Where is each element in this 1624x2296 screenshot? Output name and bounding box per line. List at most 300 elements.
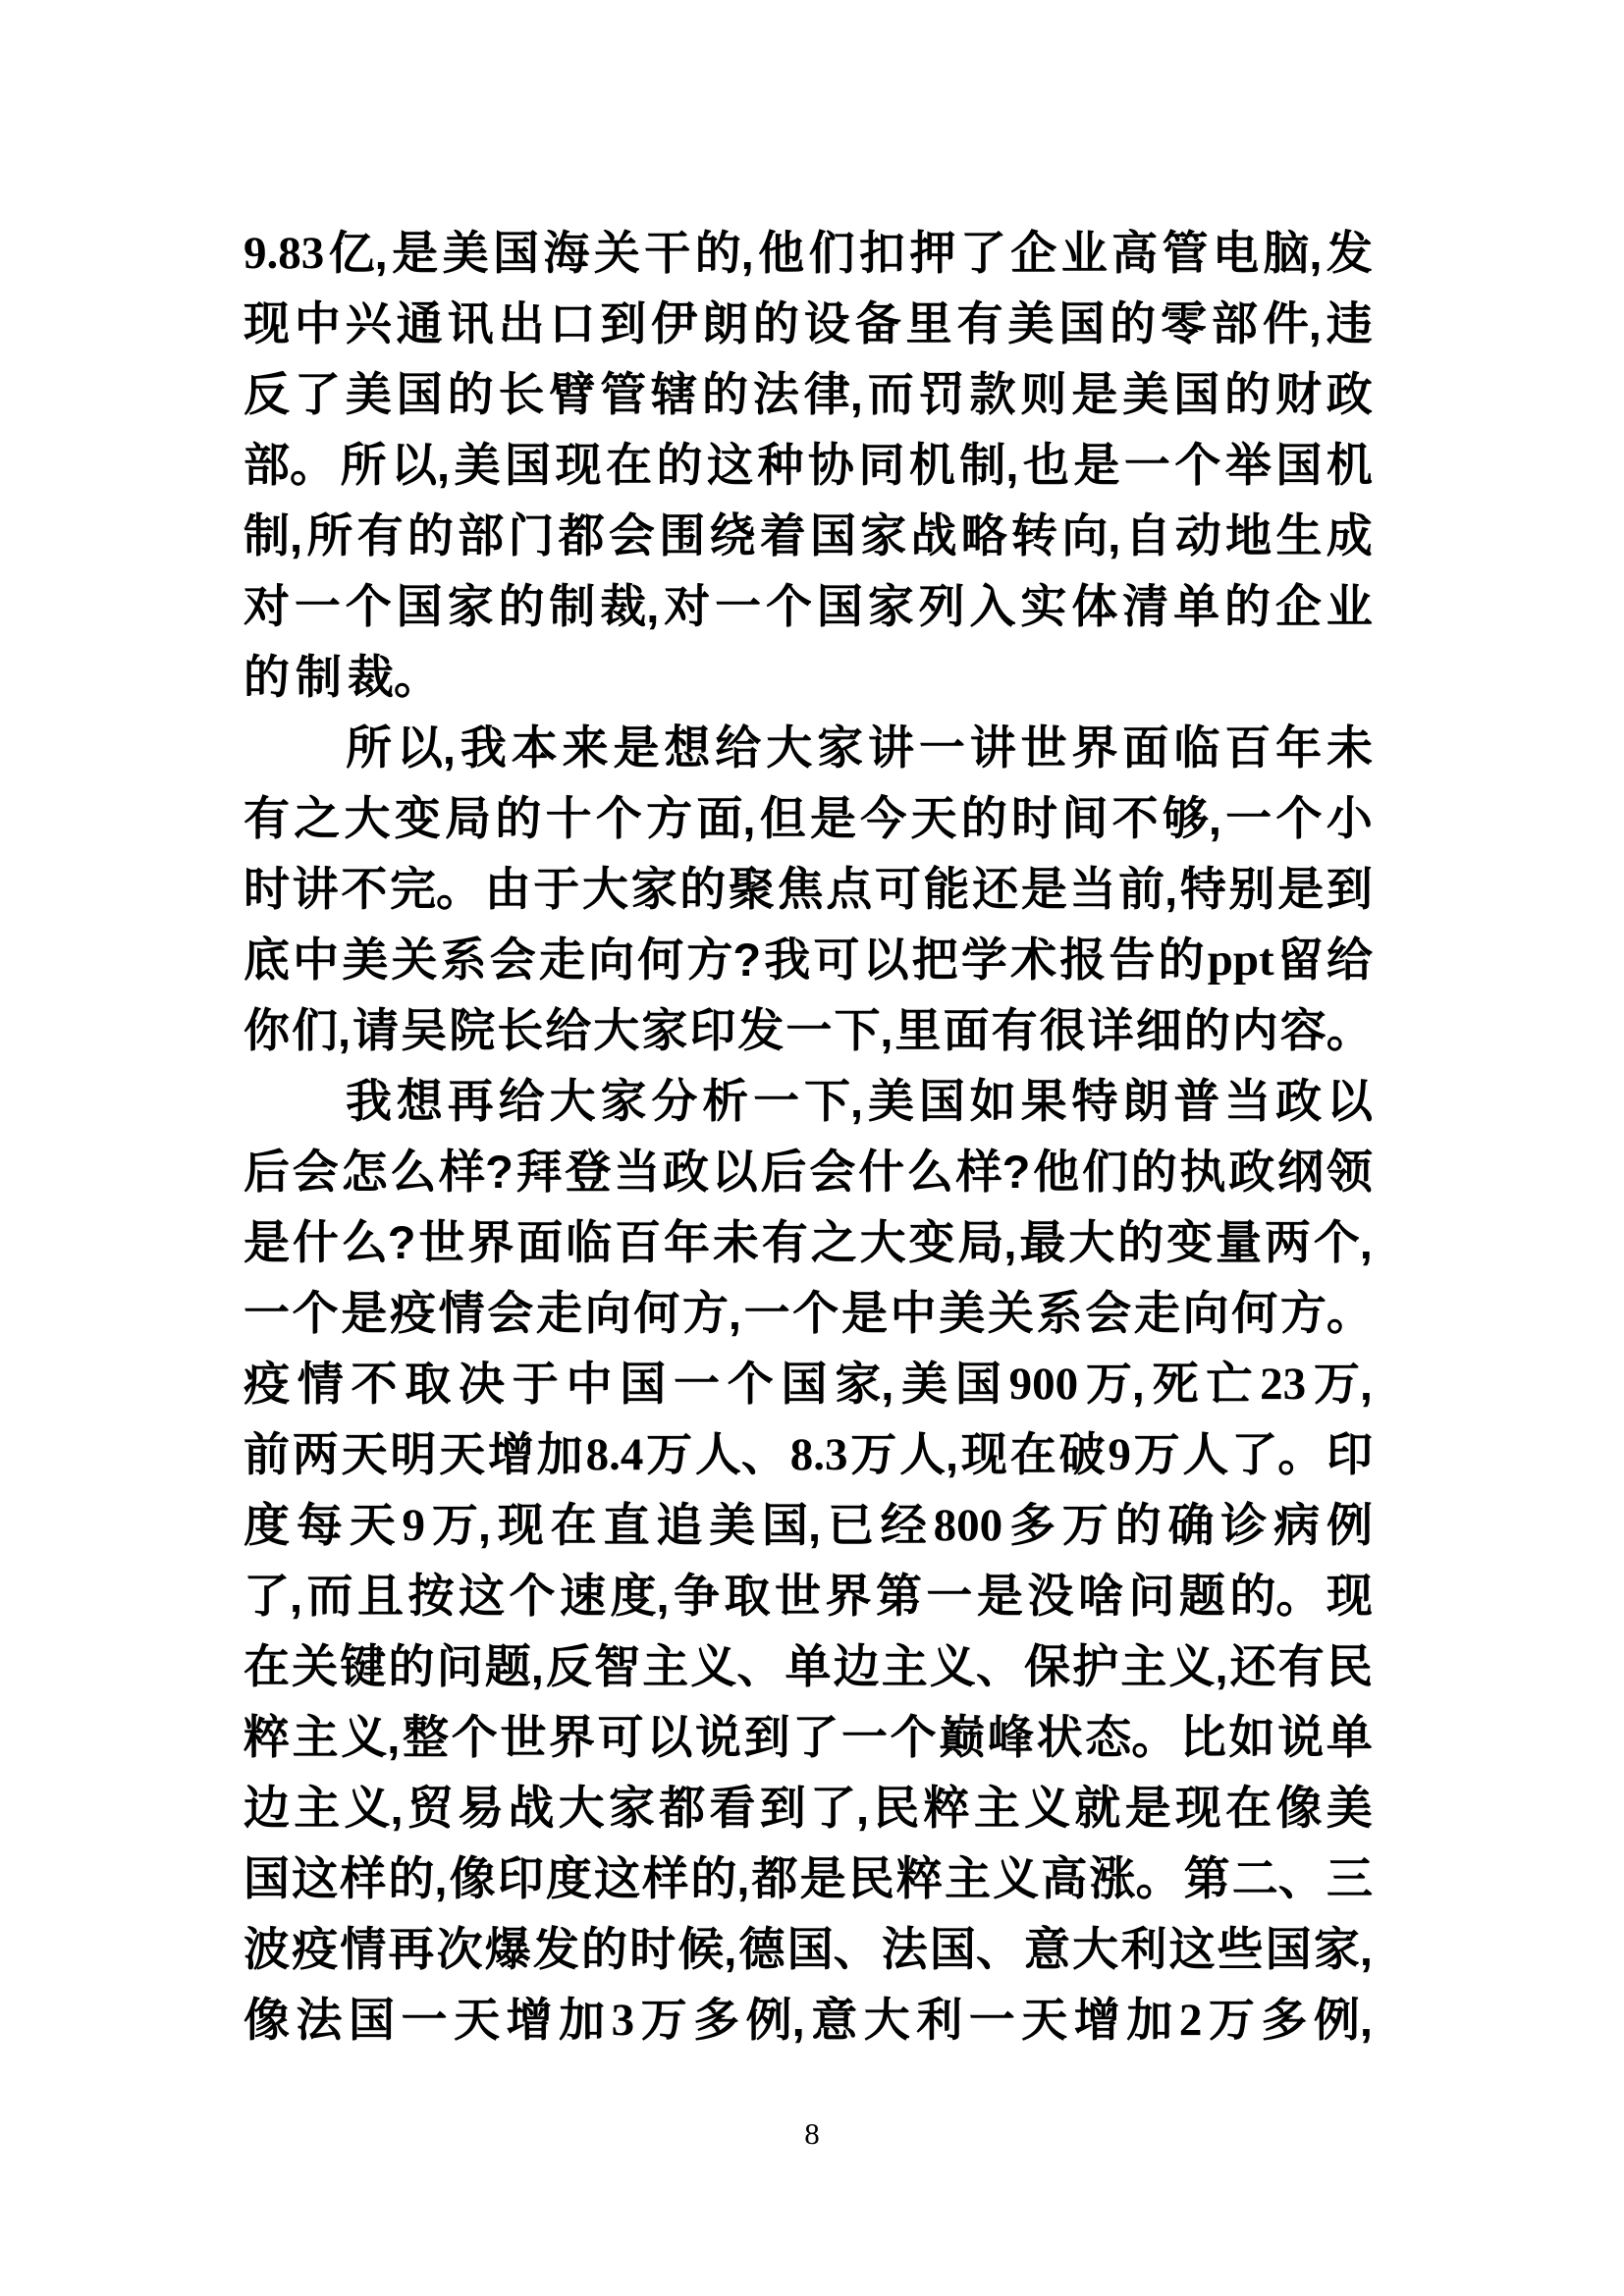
text-token: 的 <box>679 863 727 915</box>
text-token: 确 <box>1167 1499 1215 1551</box>
text-token: 义, <box>344 1782 404 1834</box>
text-token: 辖 <box>651 368 698 420</box>
text-token: 局 <box>445 792 492 844</box>
text-token: 增 <box>487 1428 534 1480</box>
text-token: 时 <box>1011 792 1058 844</box>
text-token: 零 <box>1161 297 1208 349</box>
text-token: 说 <box>694 1711 741 1763</box>
text-token: 大 <box>1068 1216 1115 1268</box>
text-token: 长 <box>497 1004 544 1056</box>
text-token: 是 <box>341 1287 388 1339</box>
text-token: 有 <box>761 1216 808 1268</box>
text-token: 现 <box>960 1428 1007 1480</box>
text-token: 兴 <box>345 297 392 349</box>
text-token: 加 <box>559 1994 606 2046</box>
text-token: 变 <box>394 792 441 844</box>
text-token: 万 <box>1208 1994 1255 2046</box>
text-token: 底 <box>244 934 290 986</box>
text-token: 特 <box>1071 1075 1118 1127</box>
text-line-11 <box>244 925 1373 995</box>
text-token: 清 <box>1122 580 1169 632</box>
text-token: 法 <box>296 1994 343 2046</box>
text-token: 备 <box>854 297 901 349</box>
text-token: 态。 <box>1085 1711 1178 1763</box>
text-token: 以 <box>1326 1075 1373 1127</box>
text-token: 于 <box>533 863 580 915</box>
text-token: 都 <box>751 1852 798 1904</box>
text-token: 个 <box>595 792 642 844</box>
text-token: 义, <box>1168 1640 1228 1692</box>
text-token: 怎 <box>341 1146 388 1198</box>
text-token: 第 <box>875 1570 922 1622</box>
text-token: 变 <box>908 1216 955 1268</box>
text-line-21 <box>244 1631 1373 1702</box>
text-token: 扣 <box>859 227 906 279</box>
text-token: 取 <box>405 1358 452 1410</box>
text-token: 的 <box>1110 297 1157 349</box>
text-token: 向 <box>1182 1287 1229 1339</box>
text-token: 最 <box>1019 1216 1066 1268</box>
text-token: 面, <box>696 792 756 844</box>
text-token: 部。 <box>244 439 336 491</box>
text-token: 度, <box>610 1570 670 1622</box>
text-token: 三 <box>1326 1852 1373 1904</box>
text-token: 国 <box>1275 439 1323 491</box>
text-token: 会 <box>292 1146 339 1198</box>
text-token: 想 <box>396 1075 443 1127</box>
text-line-13 <box>244 1066 1373 1137</box>
text-token: 能 <box>923 863 970 915</box>
text-token: 量 <box>1216 1216 1262 1268</box>
text-token: 个 <box>1174 439 1221 491</box>
text-token: 增 <box>506 1994 553 2046</box>
text-token: 追 <box>656 1499 703 1551</box>
text-token: 个 <box>765 580 812 632</box>
text-token: 问 <box>1128 1570 1175 1622</box>
text-token: 义、 <box>929 1640 1022 1692</box>
text-token: 意 <box>1024 1923 1071 1975</box>
text-token: 伊 <box>651 297 698 349</box>
text-token: 战 <box>508 1782 555 1834</box>
text-token: 所 <box>306 509 353 561</box>
text-token: 讯 <box>447 297 494 349</box>
text-token: 政 <box>1228 1146 1275 1198</box>
text-token: 保 <box>1024 1640 1071 1692</box>
text-token: 后 <box>244 1146 290 1198</box>
text-token: 大 <box>558 1782 605 1834</box>
text-token: ppt <box>1207 934 1274 986</box>
text-token: 情 <box>340 1923 387 1975</box>
text-token: 大 <box>581 863 628 915</box>
body-text <box>244 218 1373 2056</box>
text-token: 发 <box>737 1004 785 1056</box>
text-token: 例 <box>1326 1499 1373 1551</box>
text-token: 是 <box>840 1287 888 1339</box>
text-token: 了 <box>959 227 1006 279</box>
text-token: 执 <box>1179 1146 1226 1198</box>
text-token: 家, <box>1313 1923 1373 1975</box>
text-token: 转 <box>1011 509 1058 561</box>
text-line-3 <box>244 359 1373 430</box>
text-token: 国 <box>781 1358 828 1410</box>
text-token: 世 <box>774 1570 821 1622</box>
text-line-22 <box>244 1702 1373 1773</box>
text-token: 管 <box>600 368 647 420</box>
text-token: 生 <box>1275 509 1323 561</box>
text-token: 在 <box>244 1640 290 1692</box>
text-token: 义, <box>341 1711 401 1763</box>
text-token: 特 <box>1179 863 1226 915</box>
text-token: 走 <box>538 934 585 986</box>
text-token: 是 <box>1277 863 1325 915</box>
text-token: 这 <box>594 1852 641 1904</box>
text-token: 财 <box>1274 368 1322 420</box>
text-token: 在 <box>1225 1782 1272 1834</box>
text-token: 疫 <box>244 1358 290 1410</box>
text-token: 普 <box>1173 1075 1220 1127</box>
text-token: 的 <box>495 792 542 844</box>
text-token: 到 <box>759 1782 806 1834</box>
text-token: 面 <box>1122 721 1169 774</box>
text-token: 国 <box>396 580 443 632</box>
text-token: 业 <box>1326 580 1373 632</box>
text-line-10 <box>244 854 1373 925</box>
text-token: 单 <box>1326 1711 1373 1763</box>
text-token: 情 <box>297 1358 344 1410</box>
text-token: 万, <box>1085 1358 1145 1410</box>
text-token: 会 <box>608 509 655 561</box>
text-token: 完。 <box>389 863 482 915</box>
text-token: 一 <box>1225 792 1272 844</box>
text-token: 我 <box>346 1075 392 1127</box>
text-token: 举 <box>1224 439 1272 491</box>
text-token: 美 <box>709 1499 756 1551</box>
text-token: 多 <box>1008 1499 1056 1551</box>
text-token: 未 <box>1326 721 1373 774</box>
text-token: 析 <box>702 1075 749 1127</box>
text-token: 学 <box>960 934 1007 986</box>
text-token: 前, <box>1118 863 1178 915</box>
text-token: 同 <box>858 439 905 491</box>
text-token: 果 <box>1020 1075 1067 1127</box>
text-token: 大 <box>766 721 813 774</box>
text-token: 前 <box>244 1428 290 1480</box>
text-token: 而 <box>306 1570 353 1622</box>
text-token: 家 <box>447 580 494 632</box>
text-token: 想 <box>664 721 711 774</box>
text-line-26 <box>244 1985 1373 2056</box>
text-token: 家 <box>630 863 677 915</box>
text-token: 关 <box>593 227 640 279</box>
text-token: 有 <box>244 792 290 844</box>
text-token: 以 <box>711 1146 758 1198</box>
text-token: 大 <box>863 1994 910 2046</box>
text-token: 的 <box>702 368 749 420</box>
text-token: 领 <box>1326 1146 1373 1198</box>
text-line-5 <box>244 501 1373 571</box>
text-token: 的 <box>1158 934 1205 986</box>
text-token: 会 <box>489 934 536 986</box>
text-token: 的 <box>1114 1499 1162 1551</box>
text-token: 主 <box>1120 1640 1167 1692</box>
text-token: 而 <box>867 368 914 420</box>
text-token: 天 <box>1021 1994 1068 2046</box>
text-token: 德 <box>738 1923 785 1975</box>
text-token: 国 <box>1265 1923 1312 1975</box>
text-token: 吴 <box>401 1004 448 1056</box>
text-token: 出 <box>498 297 545 349</box>
text-token: 有 <box>991 1004 1038 1056</box>
text-token: 如 <box>969 1075 1016 1127</box>
text-line-12 <box>244 995 1373 1066</box>
text-token: 的 <box>1117 1216 1164 1268</box>
text-token: 9 <box>1108 1429 1131 1480</box>
text-token: 加 <box>1126 1994 1173 2046</box>
text-token: 且 <box>357 1570 405 1622</box>
text-token: 都 <box>659 1782 706 1834</box>
text-token: 两 <box>1264 1216 1311 1268</box>
text-token: 美 <box>1326 1782 1373 1834</box>
text-token: 印 <box>497 1852 544 1904</box>
text-token: 的 <box>244 651 290 703</box>
text-token: 什 <box>858 1146 905 1198</box>
text-token: 现 <box>497 1499 544 1551</box>
text-token: 政 <box>1326 368 1373 420</box>
text-token: 可 <box>813 934 860 986</box>
text-token: 还 <box>1229 1640 1276 1692</box>
text-token: 关 <box>987 1287 1034 1339</box>
text-token: 入 <box>969 580 1016 632</box>
text-token: 一 <box>918 721 965 774</box>
text-token: 协 <box>807 439 854 491</box>
text-token: 天 <box>349 1499 396 1551</box>
text-token: 给 <box>545 1004 592 1056</box>
text-token: 再 <box>388 1923 435 1975</box>
text-token: 到 <box>1326 863 1373 915</box>
text-token: 法 <box>752 368 799 420</box>
text-token: 利 <box>916 1994 963 2046</box>
text-line-16 <box>244 1278 1373 1349</box>
text-token: 列 <box>918 580 965 632</box>
text-token: 家 <box>817 721 864 774</box>
text-token: 时 <box>629 1923 677 1975</box>
text-token: 长 <box>498 368 545 420</box>
text-token: 术 <box>1010 934 1057 986</box>
text-token: 死 <box>1152 1358 1199 1410</box>
text-token: 护 <box>1072 1640 1119 1692</box>
text-token: 经 <box>880 1499 927 1551</box>
text-token: 界 <box>549 1711 595 1763</box>
text-token: 的, <box>694 227 754 279</box>
text-token: 像 <box>1275 1782 1323 1834</box>
text-token: 动 <box>1174 509 1221 561</box>
text-token: 也 <box>1022 439 1069 491</box>
text-token: 里 <box>894 1004 942 1056</box>
text-token: 家 <box>608 1782 655 1834</box>
text-token: 国 <box>244 1852 290 1904</box>
text-token: 峰 <box>987 1711 1034 1763</box>
text-token: 国 <box>620 1358 667 1410</box>
text-token: 万, <box>1313 1358 1373 1410</box>
text-token: 当 <box>1224 1075 1272 1127</box>
text-token: 违 <box>1326 297 1373 349</box>
text-token: 以, <box>390 439 451 491</box>
text-token: 内 <box>1231 1004 1278 1056</box>
text-token: 登 <box>565 1146 612 1198</box>
text-token: 后 <box>760 1146 807 1198</box>
text-token: 朗 <box>702 297 749 349</box>
text-token: 在 <box>550 1499 597 1551</box>
text-token: 于 <box>512 1358 559 1410</box>
text-token: 围 <box>659 509 706 561</box>
text-token: 制, <box>244 509 303 561</box>
text-token: 诊 <box>1220 1499 1268 1551</box>
text-token: 主 <box>294 1782 341 1834</box>
text-token: 的 <box>1223 580 1271 632</box>
text-token: 印 <box>689 1004 736 1056</box>
text-token: 利 <box>1120 1923 1167 1975</box>
text-token: 可 <box>874 863 921 915</box>
text-token: 意 <box>811 1994 858 2046</box>
text-token: 了 <box>792 1711 839 1763</box>
text-token: 局, <box>957 1216 1017 1268</box>
text-token: 些 <box>1217 1923 1264 1975</box>
text-token: 看 <box>709 1782 756 1834</box>
text-token: 们, <box>292 1004 352 1056</box>
text-token: 个 <box>509 1570 556 1622</box>
text-token: 拜 <box>515 1146 563 1198</box>
text-token: 发 <box>532 1923 579 1975</box>
text-token: 民 <box>1326 1640 1373 1692</box>
text-token: 电 <box>1212 227 1259 279</box>
text-line-14 <box>244 1137 1373 1207</box>
text-token: 系 <box>1036 1287 1083 1339</box>
text-token: 比 <box>1179 1711 1226 1763</box>
text-token: 人、 <box>694 1428 787 1480</box>
text-token: 破 <box>1058 1428 1106 1480</box>
text-token: 设 <box>803 297 850 349</box>
text-token: 的 <box>388 1640 435 1692</box>
text-token: 报 <box>1059 934 1107 986</box>
text-token: 向, <box>1061 509 1121 561</box>
text-token: 是 <box>809 792 856 844</box>
text-token: 容。 <box>1279 1004 1373 1056</box>
text-token: 到 <box>600 297 647 349</box>
text-token: 详 <box>1087 1004 1134 1056</box>
text-token: 系 <box>440 934 487 986</box>
text-token: 巅 <box>939 1711 986 1763</box>
text-token: 政 <box>1275 1075 1323 1127</box>
text-token: 这 <box>1168 1923 1216 1975</box>
text-token: 管 <box>1162 227 1209 279</box>
text-token: 贸 <box>406 1782 454 1834</box>
text-token: 的 <box>960 792 1007 844</box>
text-token: 大 <box>549 1075 596 1127</box>
text-token: 机 <box>1326 439 1373 491</box>
text-token: 制 <box>549 580 596 632</box>
text-token: 是 <box>244 1216 290 1268</box>
text-token: 万 <box>640 1994 687 2046</box>
text-token: 的, <box>690 1852 750 1904</box>
text-token: 个 <box>727 1358 774 1410</box>
text-token: 万 <box>646 1428 693 1480</box>
text-token: 的。 <box>1229 1570 1323 1622</box>
text-token: 样? <box>439 1146 514 1198</box>
text-token: 但 <box>759 792 806 844</box>
text-token: 临 <box>1173 721 1220 774</box>
text-token: 年 <box>663 1216 710 1268</box>
text-token: 今 <box>860 792 907 844</box>
text-token: 件, <box>1262 297 1322 349</box>
text-token: 是 <box>799 1852 846 1904</box>
text-token: 美 <box>454 439 501 491</box>
text-token: 天 <box>439 1428 486 1480</box>
text-token: 略 <box>960 509 1007 561</box>
text-token: 朗 <box>1122 1075 1169 1127</box>
text-token: 会 <box>1085 1287 1132 1339</box>
text-token: 中 <box>890 1287 937 1339</box>
text-token: 个 <box>292 1287 339 1339</box>
text-token: 多 <box>693 1994 740 2046</box>
text-token: 义 <box>1024 1782 1071 1834</box>
text-token: 有 <box>356 509 404 561</box>
text-token: 二、 <box>1231 1852 1325 1904</box>
text-token: 的 <box>447 368 494 420</box>
text-token: 以, <box>396 721 456 774</box>
text-token: 每 <box>296 1499 343 1551</box>
text-token: 啥 <box>1077 1570 1124 1622</box>
text-token: 的 <box>752 297 799 349</box>
text-token: 是 <box>976 1570 1023 1622</box>
text-token: 所 <box>346 721 392 774</box>
text-token: 押 <box>909 227 956 279</box>
text-token: 题, <box>484 1640 544 1692</box>
text-token: 以 <box>862 934 909 986</box>
text-token: 天 <box>341 1428 388 1480</box>
text-token: 所 <box>340 439 387 491</box>
text-token: 一 <box>785 1004 833 1056</box>
text-token: 我 <box>460 721 507 774</box>
text-token: 这 <box>459 1570 505 1622</box>
text-token: 国 <box>809 509 856 561</box>
text-token: 病 <box>1273 1499 1321 1551</box>
text-token: 美 <box>939 1287 986 1339</box>
text-token: 粹 <box>895 1852 943 1904</box>
text-token: 个 <box>792 1287 839 1339</box>
text-line-24 <box>244 1843 1373 1914</box>
text-token: 爆 <box>484 1923 531 1975</box>
text-token: 决 <box>459 1358 505 1410</box>
text-token: 脑, <box>1263 227 1323 279</box>
text-token: 大 <box>1072 1923 1119 1975</box>
text-token: 键 <box>340 1640 387 1692</box>
text-line-23 <box>244 1773 1373 1843</box>
text-token: 会 <box>487 1287 534 1339</box>
text-token: 裁, <box>600 580 660 632</box>
text-token: 万 <box>1061 1499 1109 1551</box>
text-token: 们 <box>808 227 855 279</box>
page-number: 8 <box>804 2116 820 2151</box>
text-token: 第 <box>1183 1852 1230 1904</box>
text-token: 单 <box>1173 580 1220 632</box>
text-token: 分 <box>651 1075 698 1127</box>
text-token: 关 <box>391 934 438 986</box>
text-token: 国 <box>396 368 443 420</box>
text-token: 波 <box>244 1923 290 1975</box>
text-token: 在 <box>1009 1428 1056 1480</box>
text-token: 23 <box>1260 1359 1307 1410</box>
text-token: 细 <box>1135 1004 1182 1056</box>
